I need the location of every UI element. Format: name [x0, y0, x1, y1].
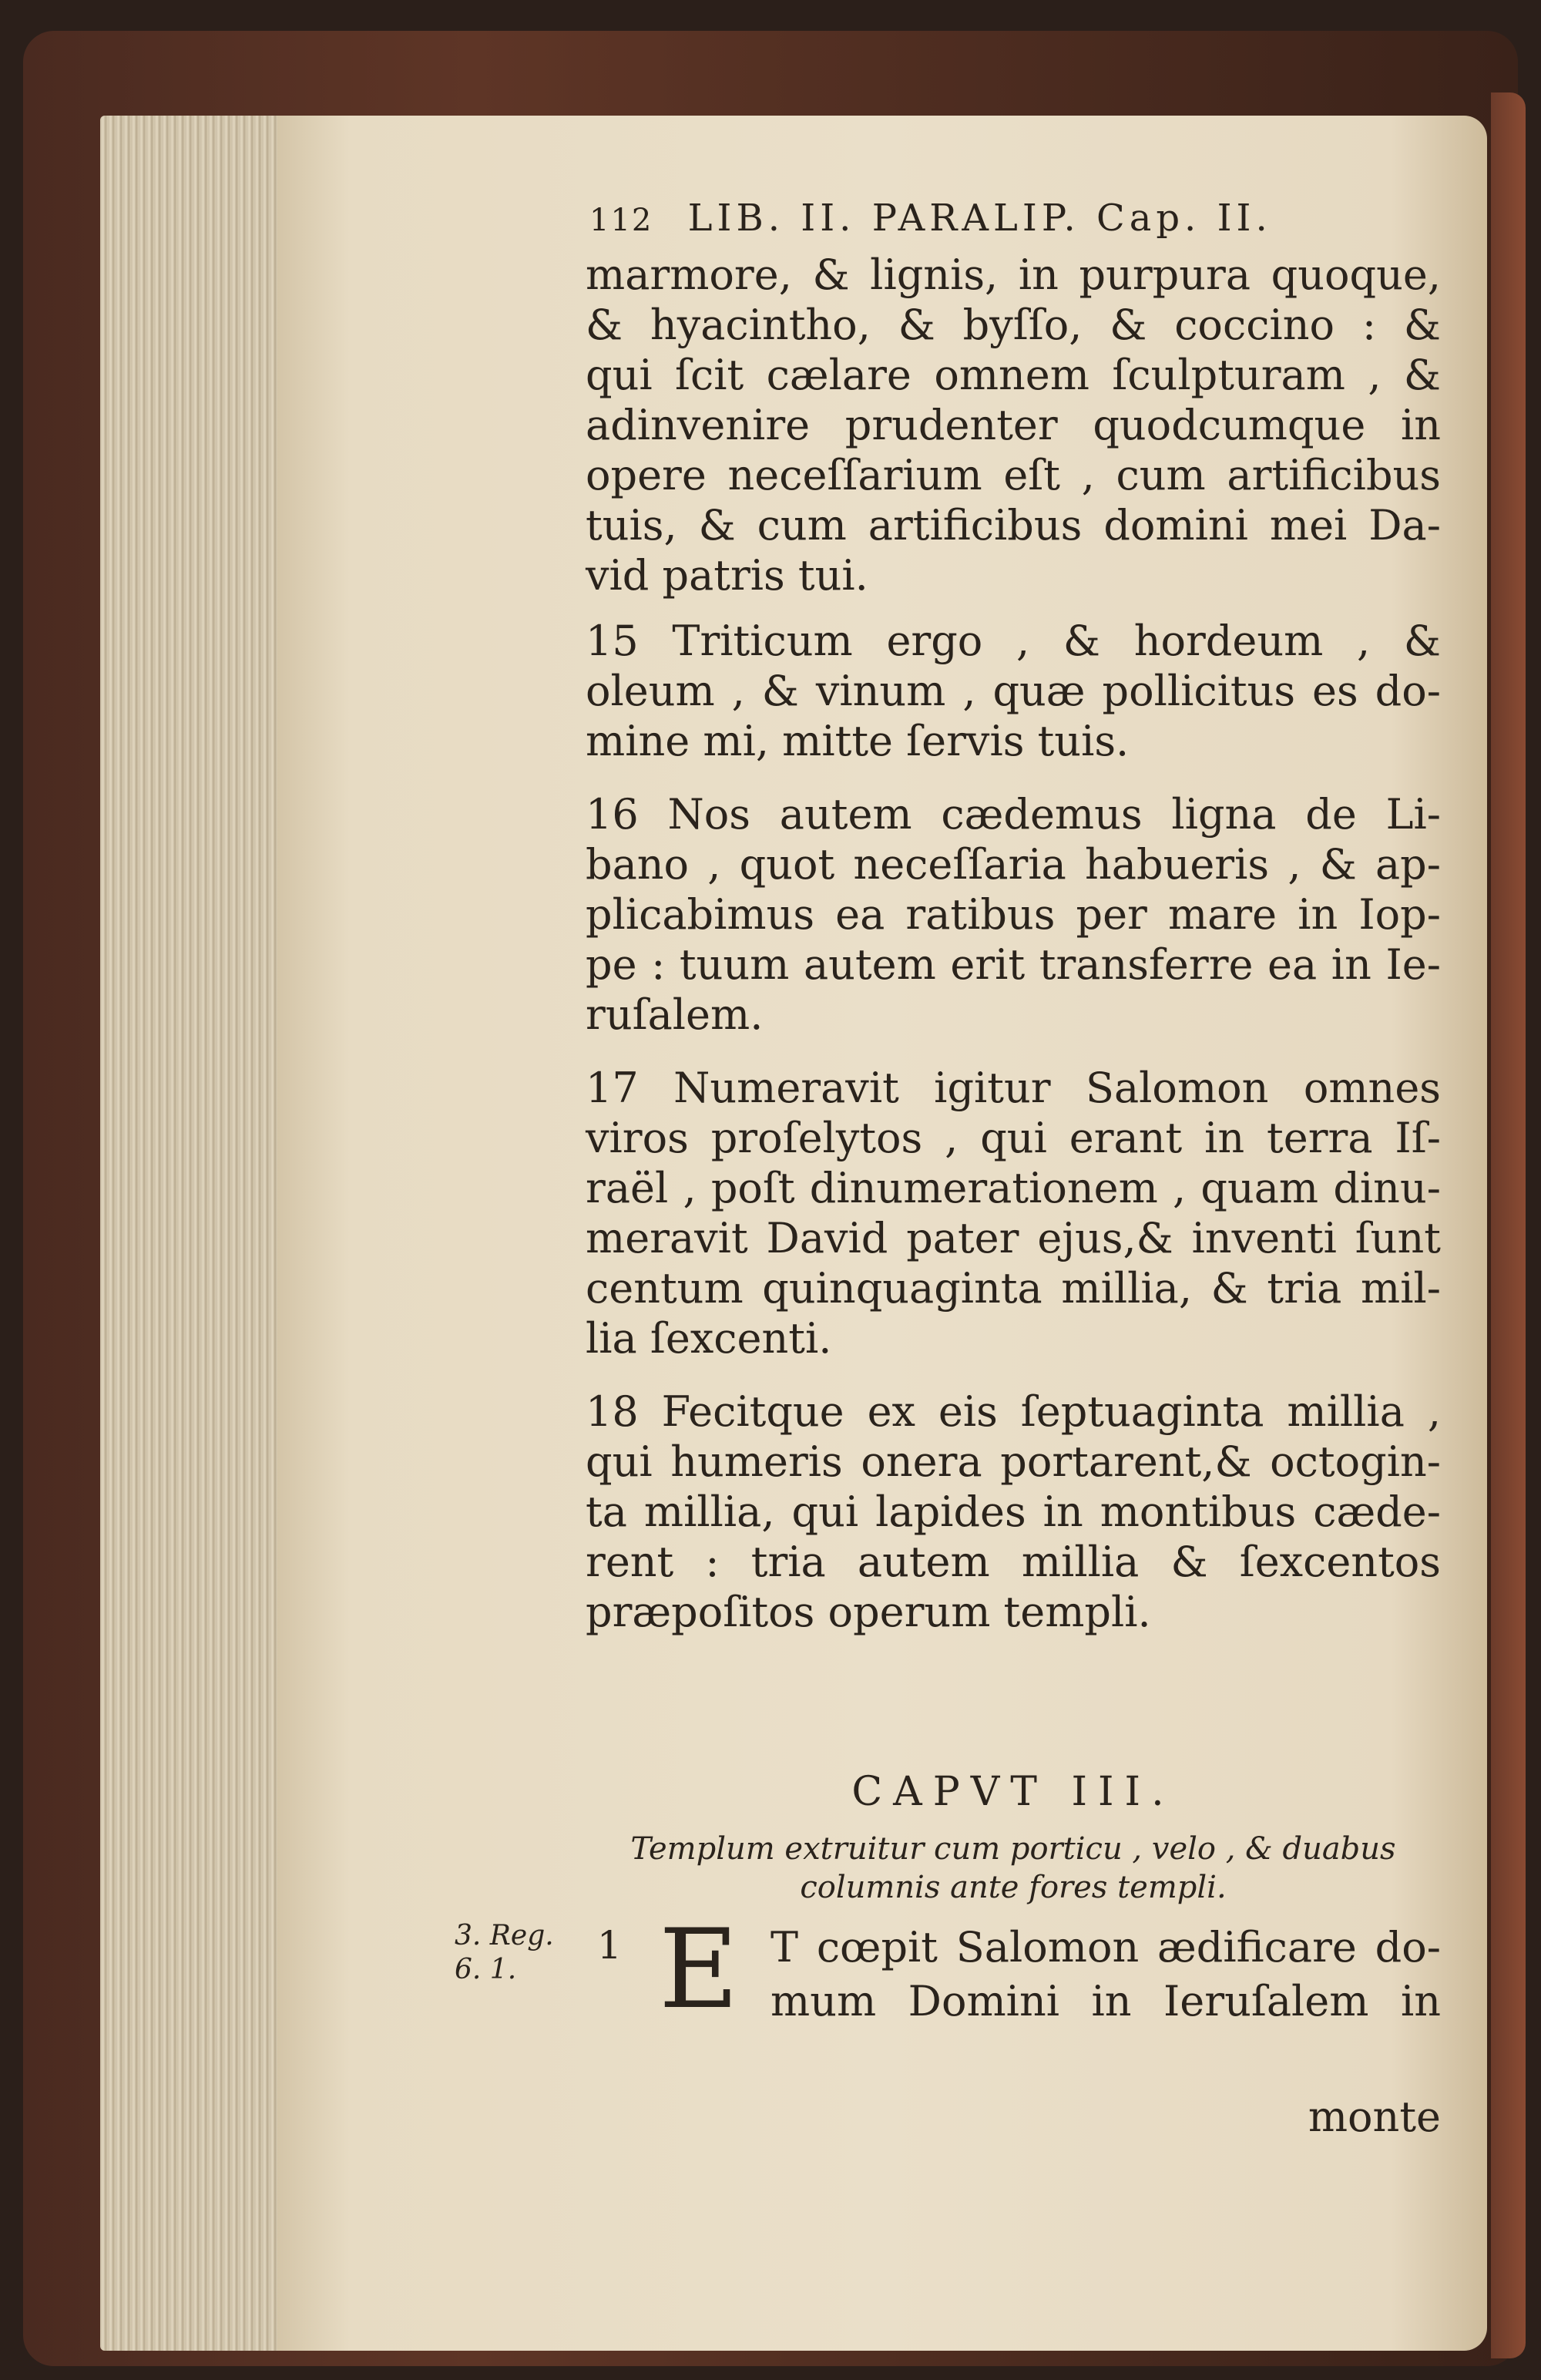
chapter-summary: Templum extruitur cum porticu , velo , & duabus — [630, 1831, 1396, 1867]
text-line: adinvenire prudenter quodcumque in — [586, 401, 1441, 449]
verse-line: 18 Fecitque ex eis ſeptuaginta millia , — [586, 1387, 1441, 1436]
text-line: meravit David pater ejus,& inventi ſunt — [586, 1214, 1441, 1262]
text-line: vid patris tui. — [586, 551, 868, 600]
text-line: qui ſcit cælare omnem ſculpturam , & — [586, 351, 1441, 399]
text-line: viros proſelytos , qui erant in terra Iſ- — [586, 1114, 1441, 1162]
catchword: monte — [1308, 2093, 1441, 2141]
book-cover-edge — [1491, 92, 1526, 2358]
text-line: T cœpit Salomon ædificare do- — [770, 1923, 1441, 1972]
chapter-heading: CAPVT III. — [851, 1769, 1175, 1815]
text-line: opere neceſſarium eſt , cum artificibus — [586, 451, 1441, 499]
text-line: plicabimus ea ratibus per mare in Iop- — [586, 890, 1441, 939]
text-line: centum quinquaginta millia, & tria mil- — [586, 1264, 1441, 1313]
verse-number: 1 — [597, 1923, 622, 1968]
page-number: 112 — [589, 203, 653, 238]
chapter-summary: columnis ante fores templi. — [800, 1870, 1227, 1905]
book-title: LIB. II. PARALIP. — [687, 197, 1080, 240]
verse-line: 17 Numeravit igitur Salomon omnes — [586, 1064, 1441, 1112]
text-line: qui humeris onera portarent,& octogin- — [586, 1437, 1441, 1486]
text-line: rent : tria autem millia & ſexcentos — [586, 1538, 1441, 1586]
text-line: ruſalem. — [586, 990, 764, 1039]
text-line: raël , poſt dinumerationem , quam dinu- — [586, 1164, 1441, 1212]
verse-line: 16 Nos autem cædemus ligna de Li- — [586, 790, 1441, 839]
verse-line: 15 Triticum ergo , & hordeum , & — [586, 617, 1441, 665]
text-line: mum Domini in Ieruſalem in — [770, 1977, 1441, 2025]
marginal-reference-line: 3. Reg. — [455, 1920, 554, 1951]
text-line: pe : tuum autem erit transferre ea in Ie- — [586, 940, 1441, 989]
page-edges — [100, 116, 285, 2351]
marginal-reference-line: 6. 1. — [455, 1954, 517, 1985]
text-line: ta millia, qui lapides in montibus cæde- — [586, 1488, 1441, 1536]
text-line: tuis, & cum artificibus domini mei Da- — [586, 501, 1441, 550]
running-head — [589, 197, 1360, 240]
text-line: & hyacintho, & byſſo, & coccino : & — [586, 301, 1441, 349]
text-line: lia ſexcenti. — [586, 1314, 832, 1363]
text-line: mine mi, mitte ſervis tuis. — [586, 717, 1130, 765]
text-line: præpoſitos operum templi. — [586, 1588, 1151, 1636]
text-line: oleum , & vinum , quæ pollicitus es do- — [586, 667, 1441, 715]
drop-cap: E — [659, 1906, 739, 2033]
text-line: bano , quot neceſſaria habueris , & ap- — [586, 840, 1441, 889]
chapter-label: Cap. II. — [1096, 197, 1272, 240]
text-line: marmore, & lignis, in purpura quoque, — [586, 250, 1441, 299]
marginal-reference — [455, 1919, 562, 1987]
